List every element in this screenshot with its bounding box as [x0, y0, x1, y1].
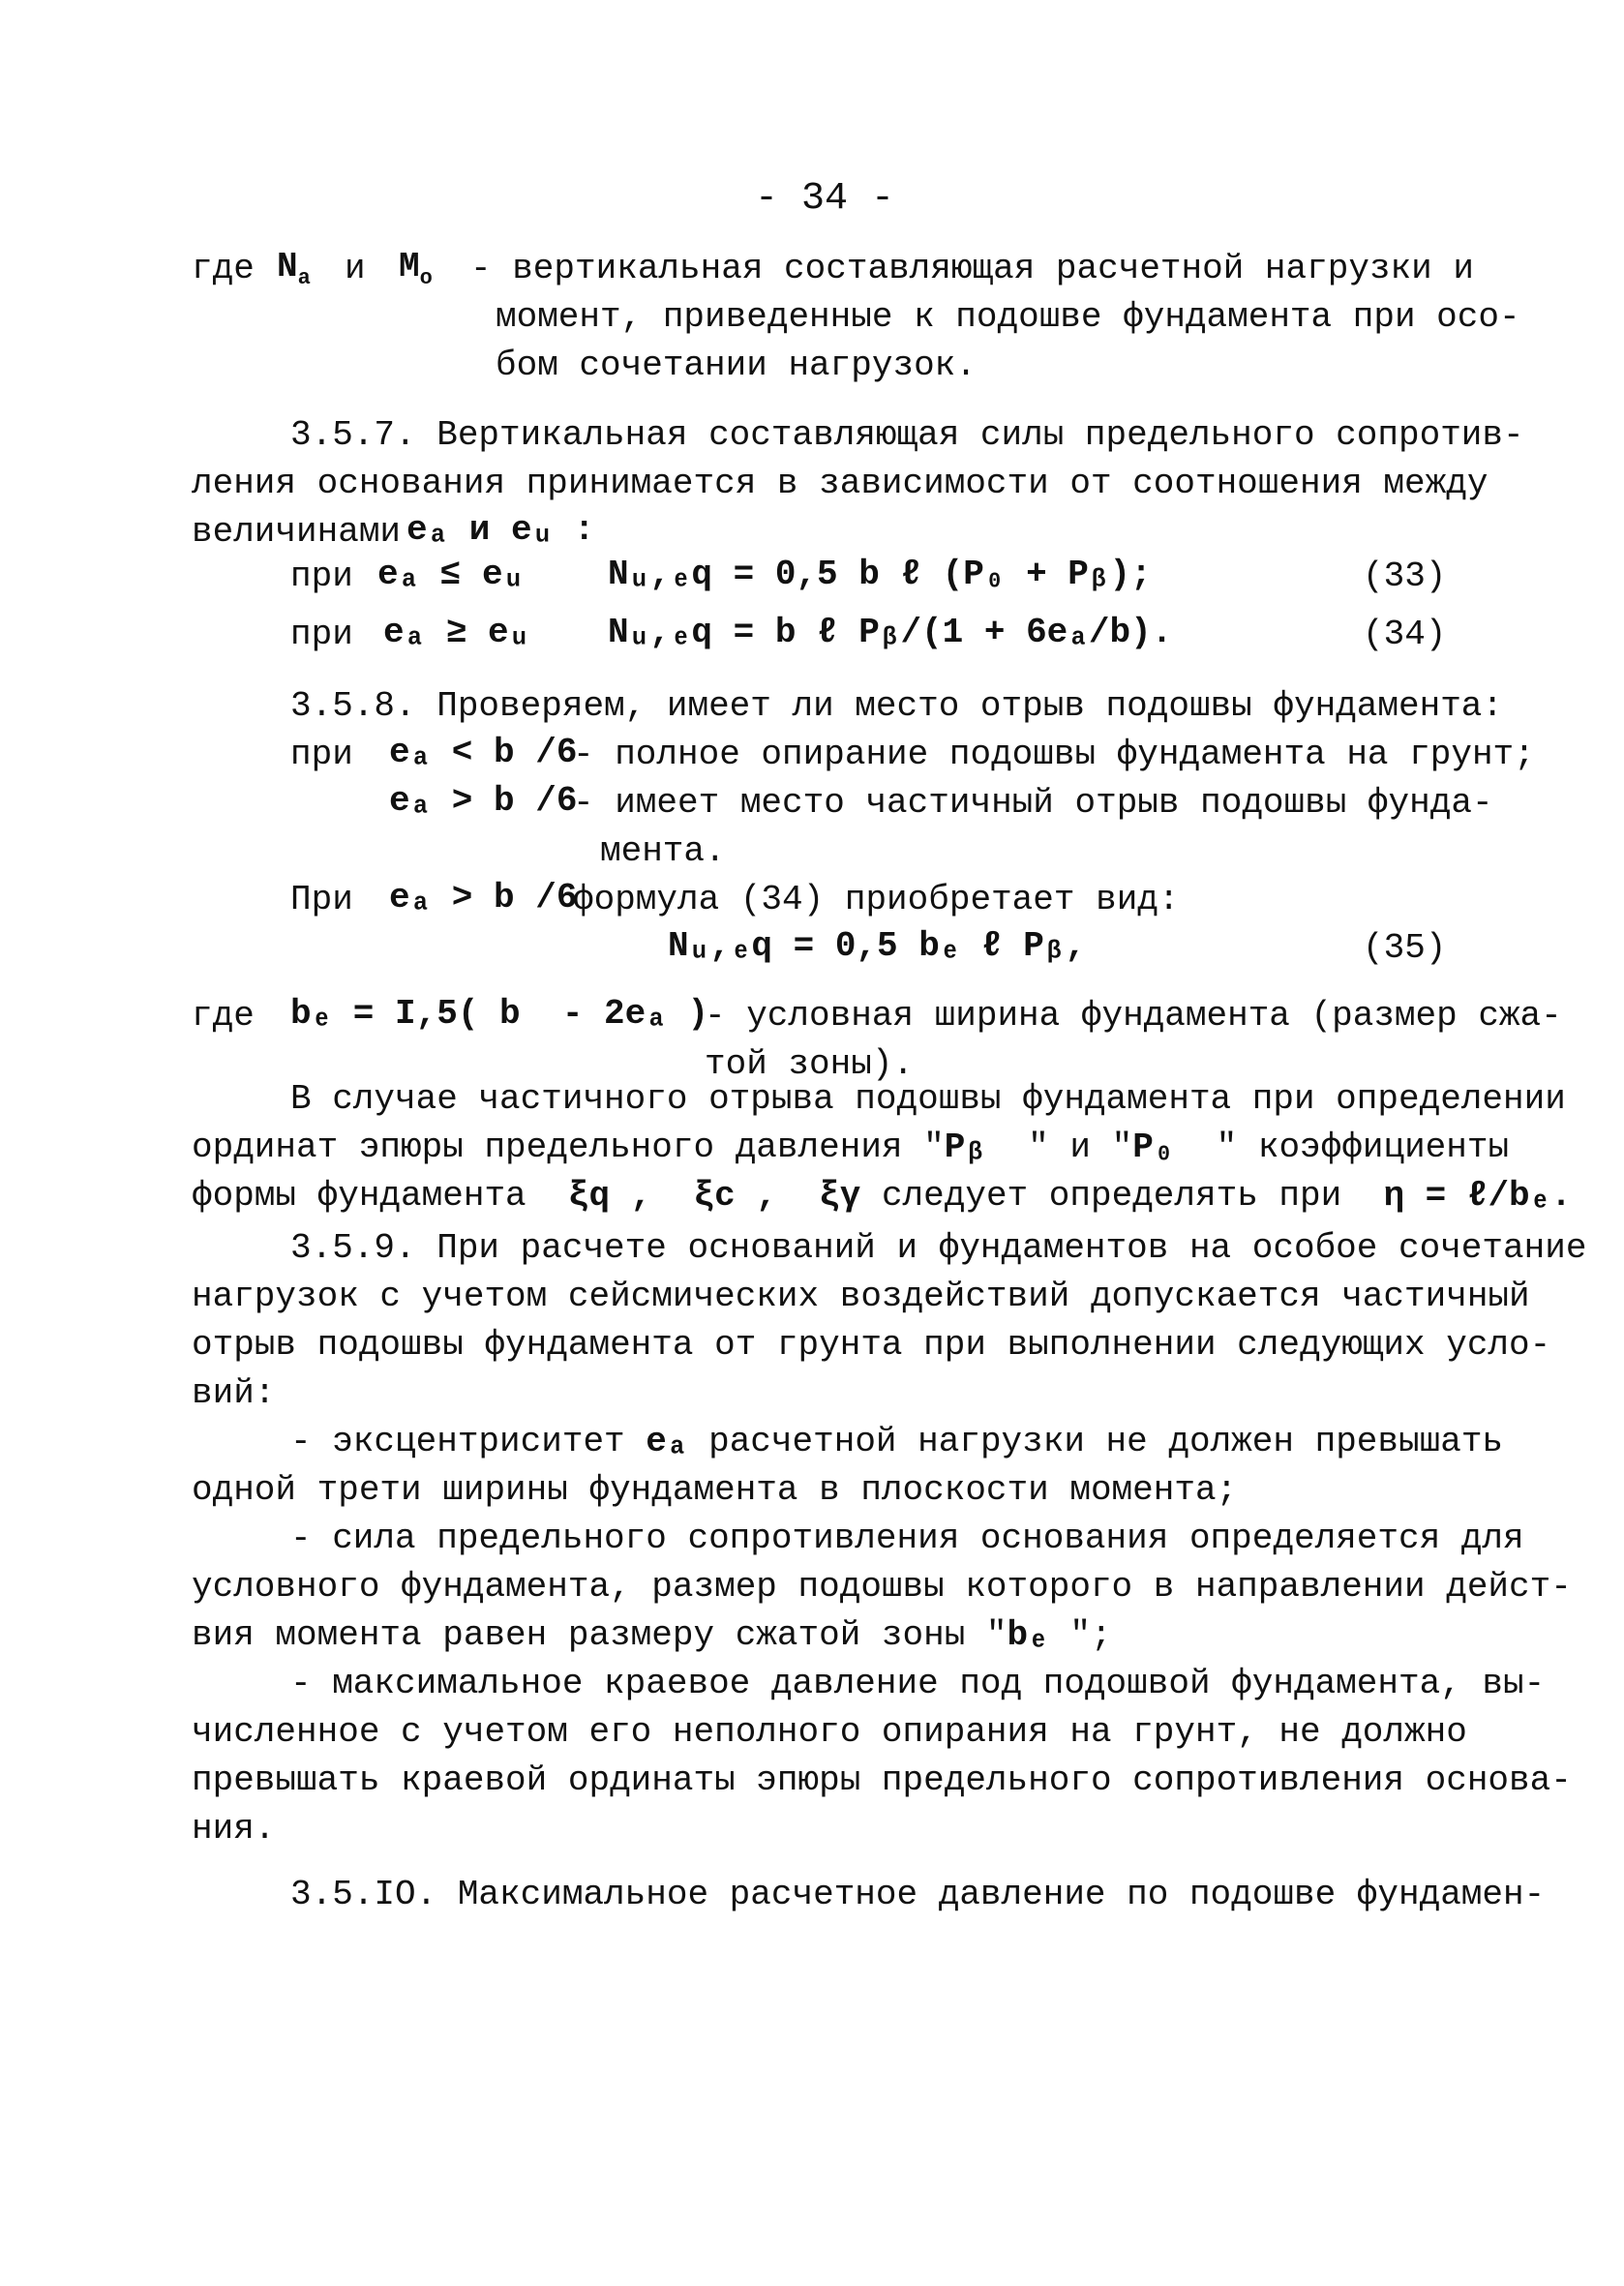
p359-line8: условного фундамента, размер подошвы которого в направлении дейст- — [192, 1567, 1572, 1607]
p358-line3-text: - имеет место частичный отрыв подошвы фунда- — [573, 783, 1493, 823]
eq35-number: (35) — [1363, 928, 1447, 968]
def1-text-line3: бом сочетании нагрузок. — [496, 346, 977, 385]
p358-line4-text: мента. — [600, 831, 726, 871]
p358-line3-condition: eₐ > b /6 — [389, 781, 578, 821]
p3510-line1: 3.5.IO. Максимальное расчетное давление по подошве фундамен- — [290, 1875, 1546, 1914]
partial-line1: В случае частичного отрыва подошвы фундамента при определении — [290, 1079, 1566, 1119]
eq34-number: (34) — [1363, 615, 1447, 654]
symbol-n: $N_a$ — [277, 247, 311, 290]
p359-line5: - эксцентриситет eₐ расчетной нагрузки не должен превышать — [290, 1422, 1504, 1461]
partial-line3: формы фундамента ξq , ξc , ξγ следует определять при η = ℓ/bₑ. — [192, 1176, 1572, 1216]
def1-text-line2: момент, приведенные к подошве фундамента при осо- — [496, 297, 1520, 337]
p358-line1: 3.5.8. Проверяем, имеет ли место отрыв подошвы фундамента: — [290, 686, 1504, 726]
def2-where-label: где — [192, 996, 255, 1036]
p358-line2-condition: eₐ < b /6 — [389, 733, 578, 772]
symbol-m: $M_o$ — [399, 247, 433, 290]
def2-text-line2: той зоны). — [705, 1044, 915, 1084]
p358-line5-text: формула (34) приобретает вид: — [573, 880, 1180, 919]
p358-line5-condition: eₐ > b /6 — [389, 878, 578, 917]
p357-line3-label: величинами — [192, 512, 402, 552]
p358-line2-pri: при — [290, 735, 353, 774]
partial-line2: ординат эпюры предельного давления "Pᵦ " и "P₀ " коэффициенты — [192, 1128, 1510, 1167]
p359-line2: нагрузок с учетом сейсмических воздействий допускается частичный — [192, 1277, 1530, 1316]
eq33-condition: eₐ ≤ eᵤ — [377, 555, 525, 594]
p359-line6: одной трети ширины фундамента в плоскости момента; — [192, 1470, 1238, 1510]
def-and: и — [345, 249, 366, 288]
def1-text-line1: - вертикальная составляющая расчетной нагрузки и — [470, 249, 1474, 288]
page-number: - 34 - — [755, 177, 895, 221]
def-where-label: где — [192, 249, 255, 288]
eq34-formula: Nᵤ,ₑq = b ℓ Pᵦ/(1 + 6eₐ/b). — [608, 613, 1173, 652]
p359-line11: численное с учетом его неполного опирания на грунт, не должно — [192, 1712, 1467, 1752]
p359-line13: ния. — [192, 1809, 276, 1849]
p359-line4: вий: — [192, 1373, 276, 1413]
eq35-formula: Nᵤ,ₑq = 0,5 bₑ ℓ Pᵦ, — [668, 926, 1087, 966]
eq33-formula: Nᵤ,ₑq = 0,5 b ℓ (P₀ + Pᵦ); — [608, 555, 1152, 594]
p357-line2: ления основания принимается в зависимости от соотношения между — [192, 464, 1489, 503]
p359-line9: вия момента равен размеру сжатой зоны "bₑ "; — [192, 1615, 1112, 1655]
eq33-number: (33) — [1363, 556, 1447, 596]
p359-line1: 3.5.9. При расчете оснований и фундаментов на особое сочетание — [290, 1228, 1587, 1268]
eq34-pri: при — [290, 615, 353, 654]
p358-line2-text: - полное опирание подошвы фундамента на грунт; — [573, 735, 1535, 774]
eq33-pri: при — [290, 556, 353, 596]
p359-line3: отрыв подошвы фундамента от грунта при выполнении следующих усло- — [192, 1325, 1551, 1365]
def2-text-line1: - условная ширина фундамента (размер сжа- — [705, 996, 1562, 1036]
p359-line10: - максимальное краевое давление под подошвой фундамента, вы- — [290, 1664, 1546, 1703]
def2-symbol: bₑ = I,5( b - 2eₐ ) — [290, 994, 709, 1034]
p357-line1: 3.5.7. Вертикальная составляющая силы предельного сопротив- — [290, 415, 1524, 455]
p359-line7: - сила предельного сопротивления основания определяется для — [290, 1519, 1524, 1558]
eq34-condition: eₐ ≥ eᵤ — [383, 613, 530, 652]
p358-line5-pri: При — [290, 880, 353, 919]
p359-line12: превышать краевой ординаты эпюры предельного сопротивления основа- — [192, 1760, 1572, 1800]
p357-line3-symbols: eₐ и eᵤ : — [406, 510, 595, 550]
